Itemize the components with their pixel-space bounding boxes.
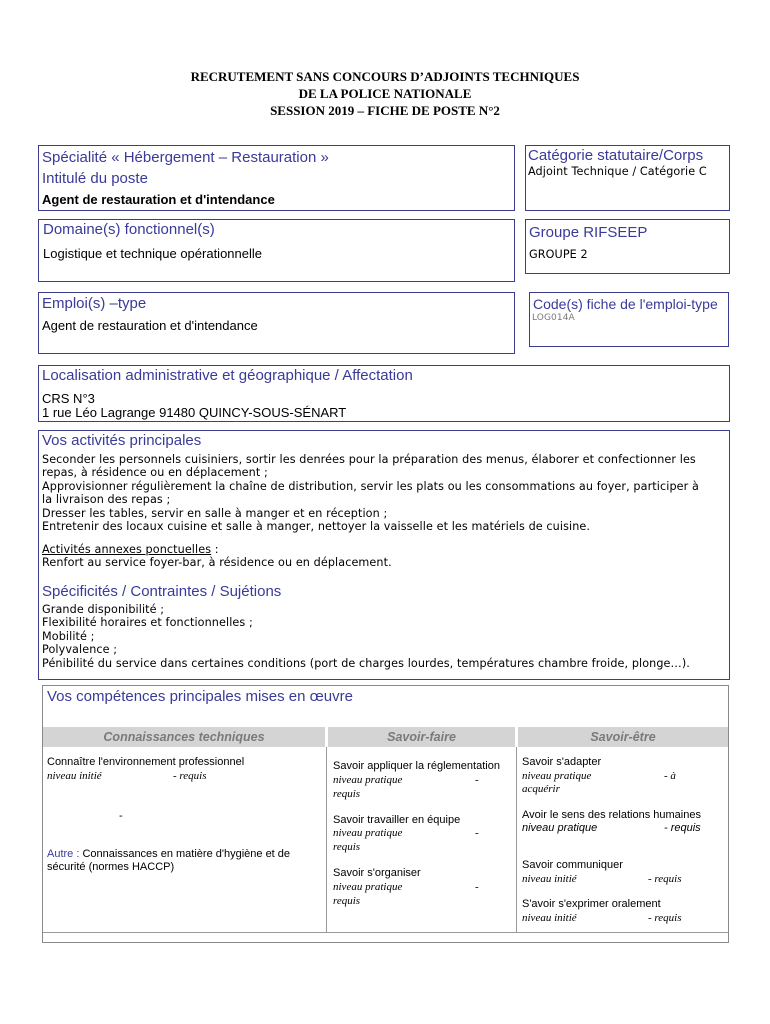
header-savoir-faire: Savoir-faire — [328, 727, 515, 747]
localisation-line-2: 1 rue Léo Lagrange 91480 QUINCY-SOUS-SÉNART — [42, 405, 347, 420]
savoir-etre-4: S'avoir s'exprimer oralement — [522, 898, 661, 910]
savoir-faire-3-requirement: requis — [333, 895, 361, 907]
specificite-line: Grande disponibilité ; — [42, 603, 165, 616]
activite-line: Seconder les personnels cuisiniers, sortir les denrées pour la préparation des menus, élaborer et confectionner les — [42, 453, 696, 466]
table-bottom-line — [43, 932, 728, 933]
activite-line: Entretenir des locaux cuisine et salle à manger, nettoyer la vaisselle et les matériels de cuisine. — [42, 520, 591, 534]
savoir-etre-3-requirement: - requis — [648, 873, 682, 885]
activite-line: Approvisionner régulièrement la chaîne de distribution, servir les plats ou les consommations au foyer, participer à — [42, 479, 699, 493]
savoir-faire-1-requirement: requis — [333, 788, 361, 800]
specificite-line: Mobilité ; — [42, 629, 95, 643]
savoir-etre-1: Savoir s'adapter — [522, 756, 602, 768]
header-line-1: RECRUTEMENT SANS CONCOURS D’ADJOINTS TECHNIQUES — [190, 69, 580, 84]
annexes-heading — [42, 543, 219, 556]
annexes-value: Renfort au service foyer-bar, à résidence ou en déplacement. — [42, 556, 392, 569]
connaissance-dash: - — [119, 810, 123, 822]
connaissance-autre-line-2: sécurité (normes HACCP) — [47, 861, 175, 873]
autre-text: Connaissances en matière d'hygiène et de — [79, 848, 291, 860]
connaissance-autre — [47, 847, 290, 861]
annexes-colon: : — [211, 543, 219, 556]
domaine-label: Domaine(s) fonctionnel(s) — [43, 221, 215, 238]
autre-label: Autre : — [47, 848, 80, 860]
intitule-value: Agent de restauration et d'intendance — [42, 192, 275, 207]
savoir-etre-4-requirement: - requis — [648, 912, 682, 924]
connaissance-item-1: Connaître l'environnement professionnel — [47, 756, 245, 768]
activite-line: la livraison des repas ; — [42, 493, 171, 507]
header-line-3: SESSION 2019 – FICHE DE POSTE N°2 — [270, 103, 500, 118]
activites-label: Vos activités principales — [42, 432, 202, 449]
header-connaissances: Connaissances techniques — [43, 727, 325, 747]
competences-label: Vos compétences principales mises en œuvre — [47, 688, 353, 705]
emploi-value: Agent de restauration et d'intendance — [42, 318, 258, 333]
groupe-value: GROUPE 2 — [529, 248, 588, 261]
savoir-faire-3-dash: - — [475, 881, 479, 893]
connaissance-item-1-level: niveau initié — [47, 770, 102, 782]
localisation-line-1: CRS N°3 — [42, 391, 95, 406]
column-divider — [326, 747, 327, 932]
savoir-etre-1-requirement-2: acquérir — [522, 783, 560, 795]
column-divider — [516, 747, 517, 932]
savoir-faire-3-level: niveau pratique — [333, 881, 403, 893]
savoir-etre-2: Avoir le sens des relations humaines — [522, 809, 701, 821]
savoir-etre-2-requirement: - requis — [664, 822, 701, 834]
savoir-faire-2-requirement: requis — [333, 841, 361, 853]
savoir-faire-1: Savoir appliquer la réglementation — [333, 760, 500, 772]
emploi-label: Emploi(s) –type — [42, 295, 147, 312]
code-label: Code(s) fiche de l'emploi-type — [533, 296, 718, 312]
savoir-faire-1-level: niveau pratique — [333, 774, 403, 786]
intitule-label: Intitulé du poste — [42, 170, 148, 187]
localisation-label: Localisation administrative et géographique / Affectation — [42, 367, 413, 384]
activite-line: Dresser les tables, servir en salle à manger et en réception ; — [42, 506, 388, 520]
header-line-2: DE LA POLICE NATIONALE — [298, 86, 472, 101]
specificite-line: Polyvalence ; — [42, 643, 118, 657]
activites-list — [42, 453, 722, 533]
specificite-line: Pénibilité du service dans certaines conditions (port de charges lourdes, températures chambre froide, plonge…). — [42, 656, 690, 670]
code-value: LOG014A — [532, 313, 575, 323]
savoir-etre-3: Savoir communiquer — [522, 859, 623, 871]
savoir-etre-4-level: niveau initié — [522, 912, 577, 924]
categorie-value: Adjoint Technique / Catégorie C — [528, 165, 707, 178]
savoir-faire-2-dash: - — [475, 827, 479, 839]
savoir-faire-3: Savoir s'organiser — [333, 867, 421, 879]
categorie-label: Catégorie statutaire/Corps — [528, 147, 704, 164]
savoir-faire-2-level: niveau pratique — [333, 827, 403, 839]
specialite-label: Spécialité « Hébergement – Restauration » — [42, 149, 329, 166]
savoir-etre-1-requirement: - à — [664, 770, 676, 782]
specificite-line: Flexibilité horaires et fonctionnelles ; — [42, 616, 253, 630]
specificites-label: Spécificités / Contraintes / Sujétions — [42, 583, 282, 600]
savoir-etre-2-level: niveau pratique — [522, 822, 598, 834]
savoir-etre-1-level: niveau pratique — [522, 770, 592, 782]
groupe-label: Groupe RIFSEEP — [529, 224, 648, 241]
annexes-label: Activités annexes ponctuelles — [42, 543, 212, 556]
header-savoir-etre: Savoir-être — [518, 727, 728, 747]
activite-line: repas, à résidence ou en déplacement ; — [42, 466, 268, 480]
connaissance-item-1-requirement: - requis — [173, 770, 207, 782]
savoir-faire-2: Savoir travailler en équipe — [333, 814, 461, 826]
specificites-list — [42, 603, 722, 670]
savoir-etre-3-level: niveau initié — [522, 873, 577, 885]
domaine-value: Logistique et technique opérationnelle — [43, 246, 263, 261]
savoir-faire-1-dash: - — [475, 774, 479, 786]
